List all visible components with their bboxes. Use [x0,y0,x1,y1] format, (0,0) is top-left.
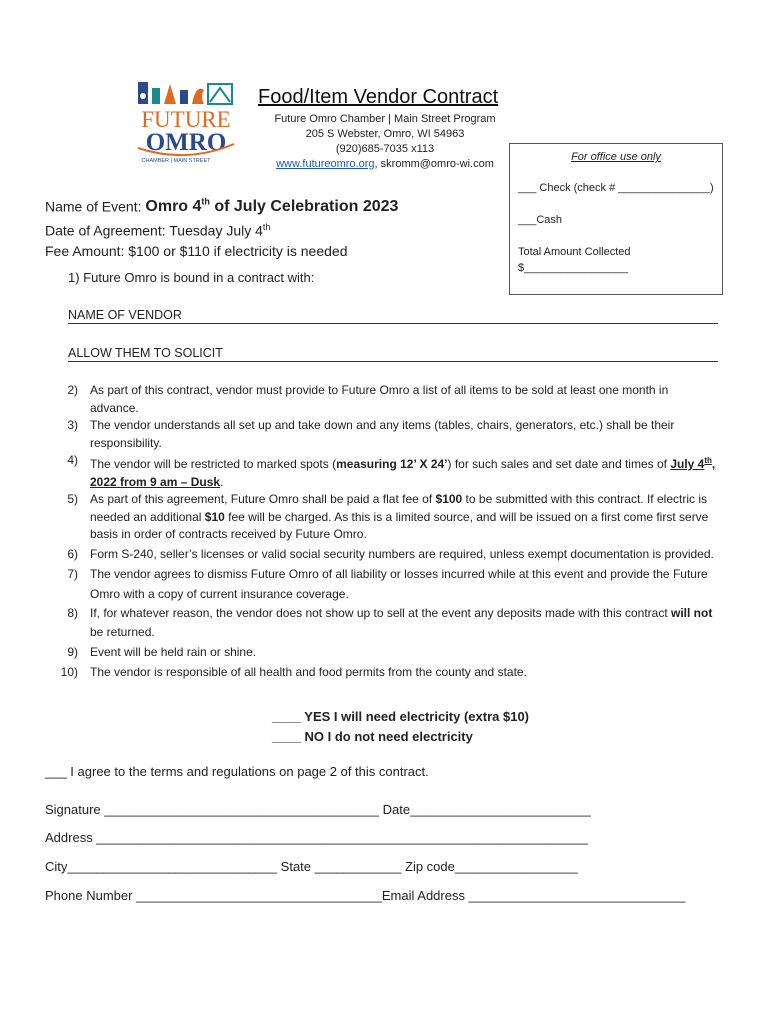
logo-graphic [134,80,238,164]
org-phone: (920)685-7035 x113 [335,143,435,155]
website-link[interactable]: www.futureomro.org [276,158,375,170]
term-2: 2) As part of this contract, vendor must provide to Future Omro a list of all items to be sold at least one month in advance. [67,383,669,415]
event-name-row [45,192,398,217]
city-state-zip-line[interactable]: City_____________________________ State ____________ Zip code_________________ [45,859,578,874]
fee-amount: Fee Amount: $100 or $110 if electricity is needed [45,242,348,259]
org-contact [256,157,514,172]
address-line[interactable]: Address ____________________________________________________________________ [45,830,588,845]
event-info [45,192,398,261]
future-omro-logo [134,80,238,164]
agree-terms-line[interactable]: ___ I agree to the terms and regulations on page 2 of this contract. [45,764,429,779]
term-6: 6) Form S-240, seller’s licenses or valid social security numbers are required, unless exempt documentation is provided. [67,546,714,561]
logo-future-text: FUTURE [141,107,231,132]
solicit-label: ALLOW THEM TO SOLICIT [68,346,223,360]
electricity-options [272,707,529,747]
logo-omro-text: OMRO [145,129,227,156]
agreement-date: Date of Agreement: Tuesday July 4th [45,222,271,239]
solicit-field[interactable] [68,346,718,362]
term-5: 5) As part of this agreement, Future Omro shall be paid a flat fee of $100 to be submitted with this contract. If electric is needed an additional $10 fee will be charged. As this is a limited source, and will be issued on a first come first serve basis in order of contracts received by Future Omro. [67,492,709,541]
logo-tagline: CHAMBER | MAIN STREET [141,158,211,164]
electricity-yes-option[interactable]: ____ YES I will need electricity (extra $10) [272,709,530,724]
terms-list [48,382,716,682]
contract-item-1: 1) Future Omro is bound in a contract with: [68,270,315,285]
org-name: Future Omro Chamber | Main Street Program [274,113,496,125]
org-email: , skromm@omro-wi.com [374,158,494,170]
event-name-label: Name of Event: [45,198,142,215]
cash-line: ___Cash [518,214,563,226]
vendor-name-label: NAME OF VENDOR [68,308,182,322]
event-name: Omro 4th of July Celebration 2023 [145,197,399,216]
electricity-no-option[interactable]: ____ NO I do not need electricity [272,729,473,744]
signature-date-line[interactable]: Signature ______________________________________ Date_________________________ [45,802,591,817]
total-value: $_________________ [518,262,629,274]
org-address: 205 S Webster, Omro, WI 54963 [305,128,465,140]
term-10: 10) The vendor is responsible of all health and food permits from the county and state. [60,664,527,679]
term-4: 4) The vendor will be restricted to marked spots (measuring 12’ X 24’) for such sales and set date and times of July 4th, 2022 from 9 am – Dusk. [67,453,716,489]
org-info [256,112,514,172]
office-use-title: For office use only [571,151,661,163]
total-label: Total Amount Collected [518,246,631,258]
term-3: 3) The vendor understands all set up and take down and any items (tables, chairs, generators, etc.) shall be their responsibility. [67,418,675,450]
office-use-box [509,143,723,295]
term-7: 7) The vendor agrees to dismiss Future Omro of all liability or losses incurred while at this event and provide the Future Omro with a copy of current insurance coverage. [67,566,708,601]
check-line: ___ Check (check # _______________) [518,182,714,194]
document-title: Food/Item Vendor Contract [258,86,499,108]
vendor-name-field[interactable] [68,308,718,324]
term-8: 8) If, for whatever reason, the vendor does not show up to sell at the event any deposits made with this contract will not be returned. [67,605,713,639]
phone-email-line[interactable]: Phone Number __________________________________Email Address ______________________________ [45,888,686,903]
term-9: 9) Event will be held rain or shine. [67,644,257,659]
